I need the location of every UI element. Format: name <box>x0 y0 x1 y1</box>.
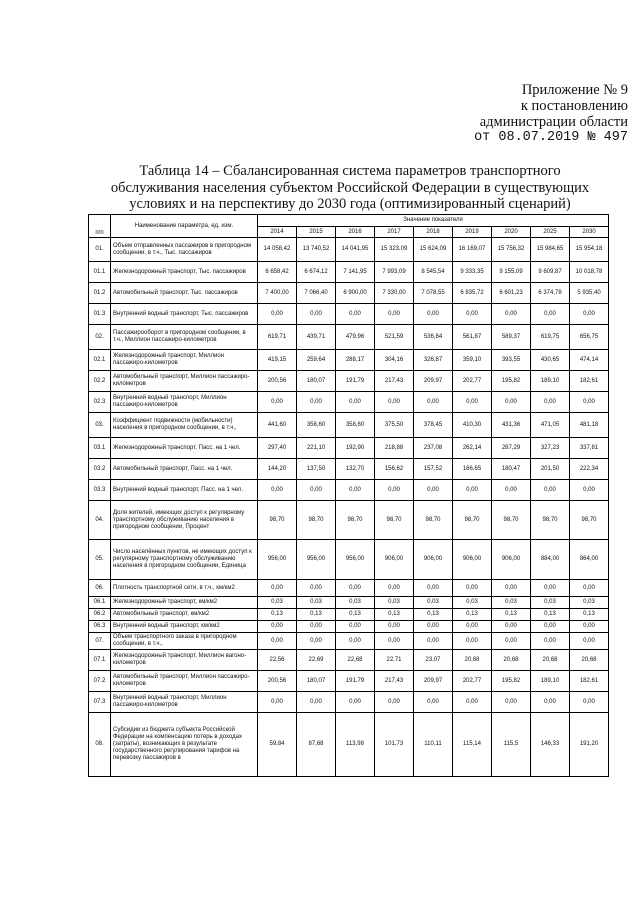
row-value-2014: 0,00 <box>258 692 297 713</box>
row-parameter-name: Внутренний водный транспорт, Пасс. на 1 чел. <box>111 480 258 501</box>
table-row <box>89 392 609 413</box>
row-value-2025: 6 374,78 <box>531 283 570 304</box>
row-value-2019: 262,14 <box>453 438 492 459</box>
row-value-2015: 7 066,40 <box>297 283 336 304</box>
row-value-2018: 15 624,09 <box>414 238 453 262</box>
row-value-2015: 0,00 <box>297 633 336 650</box>
row-value-2030: 337,81 <box>570 438 609 459</box>
row-value-2019: 0,00 <box>453 480 492 501</box>
row-value-2017: 15 323,09 <box>375 238 414 262</box>
row-value-2018: 237,08 <box>414 438 453 459</box>
row-value-2030: 0,00 <box>570 392 609 413</box>
annex-date-number: от 08.07.2019 № 497 <box>474 130 628 145</box>
row-value-2020: 98,70 <box>492 501 531 540</box>
row-value-2019: 0,00 <box>453 692 492 713</box>
table-row <box>89 650 609 671</box>
row-value-2016: 98,70 <box>336 501 375 540</box>
row-value-2025: 0,00 <box>531 621 570 633</box>
row-value-2030: 0,13 <box>570 609 609 621</box>
row-value-2014: 59,84 <box>258 713 297 777</box>
row-value-2016: 0,00 <box>336 621 375 633</box>
row-value-2017: 0,00 <box>375 304 414 325</box>
row-number: 06.3 <box>89 621 111 633</box>
annex-authority: администрации области <box>479 114 628 130</box>
parameters-table <box>88 214 609 777</box>
row-value-2014: 0,00 <box>258 633 297 650</box>
table-row <box>89 438 609 459</box>
table-row <box>89 671 609 692</box>
row-value-2018: 0,00 <box>414 304 453 325</box>
row-value-2015: 0,00 <box>297 692 336 713</box>
row-value-2017: 0,13 <box>375 609 414 621</box>
row-value-2020: 0,00 <box>492 692 531 713</box>
row-value-2030: 0,00 <box>570 480 609 501</box>
row-value-2018: 0,00 <box>414 692 453 713</box>
row-value-2020: 589,37 <box>492 325 531 350</box>
row-value-2018: 157,52 <box>414 459 453 480</box>
row-value-2020: 0,00 <box>492 304 531 325</box>
row-number: 02. <box>89 325 111 350</box>
row-value-2020: 9 155,09 <box>492 262 531 283</box>
row-value-2018: 0,00 <box>414 580 453 597</box>
row-value-2019: 0,00 <box>453 392 492 413</box>
header-year: 2019 <box>453 227 492 238</box>
header-year: 2018 <box>414 227 453 238</box>
row-value-2016: 0,00 <box>336 580 375 597</box>
row-value-2015: 22,69 <box>297 650 336 671</box>
row-value-2019: 0,13 <box>453 609 492 621</box>
table-row <box>89 501 609 540</box>
row-parameter-name: Железнодорожный транспорт, Пасс. на 1 чел. <box>111 438 258 459</box>
row-value-2016: 191,79 <box>336 371 375 392</box>
row-value-2015: 0,00 <box>297 480 336 501</box>
row-value-2030: 10 018,78 <box>570 262 609 283</box>
row-value-2014: 7 400,00 <box>258 283 297 304</box>
row-value-2018: 23,07 <box>414 650 453 671</box>
row-value-2016: 6 900,00 <box>336 283 375 304</box>
row-value-2017: 0,00 <box>375 580 414 597</box>
row-value-2018: 209,97 <box>414 371 453 392</box>
row-value-2017: 7 330,00 <box>375 283 414 304</box>
row-number: 03. <box>89 413 111 438</box>
row-value-2016: 0,00 <box>336 392 375 413</box>
row-parameter-name: Внутренний водный транспорт, Тыс. пассажиров <box>111 304 258 325</box>
row-value-2014: 0,00 <box>258 480 297 501</box>
row-value-2019: 0,00 <box>453 304 492 325</box>
row-number: 02.2 <box>89 371 111 392</box>
row-value-2030: 656,75 <box>570 325 609 350</box>
row-value-2030: 98,70 <box>570 501 609 540</box>
row-value-2030: 182,61 <box>570 671 609 692</box>
row-parameter-name: Автомобильный транспорт, Миллион пассажиро-километров <box>111 371 258 392</box>
row-value-2025: 98,70 <box>531 501 570 540</box>
row-value-2019: 115,14 <box>453 713 492 777</box>
row-value-2025: 201,50 <box>531 459 570 480</box>
row-value-2016: 191,79 <box>336 671 375 692</box>
row-value-2016: 0,03 <box>336 597 375 609</box>
row-value-2014: 419,15 <box>258 350 297 371</box>
row-value-2015: 439,71 <box>297 325 336 350</box>
row-value-2019: 561,87 <box>453 325 492 350</box>
row-value-2030: 15 954,18 <box>570 238 609 262</box>
row-value-2020: 0,00 <box>492 621 531 633</box>
row-number: 02.3 <box>89 392 111 413</box>
row-value-2015: 0,00 <box>297 304 336 325</box>
row-value-2019: 0,00 <box>453 633 492 650</box>
table-row <box>89 262 609 283</box>
row-value-2018: 209,97 <box>414 671 453 692</box>
row-parameter-name: Автомобильный транспорт, Пасс. на 1 чел. <box>111 459 258 480</box>
row-value-2019: 359,10 <box>453 350 492 371</box>
annex-number: Приложение № 9 <box>521 82 628 98</box>
row-value-2020: 431,36 <box>492 413 531 438</box>
row-value-2015: 358,60 <box>297 413 336 438</box>
row-value-2017: 0,03 <box>375 597 414 609</box>
row-value-2030: 864,00 <box>570 540 609 580</box>
row-value-2014: 200,56 <box>258 371 297 392</box>
row-value-2014: 297,40 <box>258 438 297 459</box>
header-year: 2017 <box>375 227 414 238</box>
row-number: 03.3 <box>89 480 111 501</box>
row-value-2018: 378,45 <box>414 413 453 438</box>
row-value-2019: 0,00 <box>453 621 492 633</box>
table-row <box>89 459 609 480</box>
row-value-2016: 0,13 <box>336 609 375 621</box>
row-parameter-name: Пассажирооборот в пригородном сообщении, в т.ч., Миллион пассажиро-километров <box>111 325 258 350</box>
row-value-2014: 6 658,42 <box>258 262 297 283</box>
row-number: 01.1 <box>89 262 111 283</box>
header-year: 2015 <box>297 227 336 238</box>
row-value-2014: 441,60 <box>258 413 297 438</box>
row-parameter-name: Железнодорожный транспорт, Миллион вагоно-километров <box>111 650 258 671</box>
row-number: 07.2 <box>89 671 111 692</box>
row-value-2025: 0,00 <box>531 480 570 501</box>
row-value-2025: 884,00 <box>531 540 570 580</box>
row-value-2019: 16 169,07 <box>453 238 492 262</box>
row-number: 06.2 <box>89 609 111 621</box>
row-value-2019: 906,00 <box>453 540 492 580</box>
row-value-2017: 98,70 <box>375 501 414 540</box>
row-value-2018: 8 545,54 <box>414 262 453 283</box>
row-value-2030: 0,00 <box>570 304 609 325</box>
table-row <box>89 371 609 392</box>
row-value-2030: 0,00 <box>570 621 609 633</box>
row-value-2016: 0,00 <box>336 692 375 713</box>
row-value-2016: 288,17 <box>336 350 375 371</box>
header-year: 2025 <box>531 227 570 238</box>
row-value-2017: 304,16 <box>375 350 414 371</box>
row-value-2020: 195,82 <box>492 671 531 692</box>
row-value-2020: 906,00 <box>492 540 531 580</box>
row-value-2018: 7 078,55 <box>414 283 453 304</box>
row-value-2019: 0,03 <box>453 597 492 609</box>
row-parameter-name: Железнодорожный транспорт, Миллион пассажиро-километров <box>111 350 258 371</box>
row-number: 01.3 <box>89 304 111 325</box>
row-number: 02.1 <box>89 350 111 371</box>
row-value-2025: 430,65 <box>531 350 570 371</box>
row-parameter-name: Доля жителей, имеющих доступ к регулярному транспортному обслуживанию населения в пригородном сообщении, Процент <box>111 501 258 540</box>
table-row <box>89 621 609 633</box>
row-value-2019: 20,68 <box>453 650 492 671</box>
row-value-2015: 0,00 <box>297 621 336 633</box>
table-row <box>89 580 609 597</box>
row-value-2019: 6 835,72 <box>453 283 492 304</box>
table-row <box>89 692 609 713</box>
row-value-2015: 221,10 <box>297 438 336 459</box>
table-row <box>89 283 609 304</box>
row-number: 03.1 <box>89 438 111 459</box>
row-value-2020: 0,13 <box>492 609 531 621</box>
row-value-2025: 0,00 <box>531 580 570 597</box>
row-parameter-name: Объем отправленных пассажиров в пригородном сообщении, в т.ч., Тыс. пассажиров <box>111 238 258 262</box>
row-value-2018: 906,00 <box>414 540 453 580</box>
row-value-2015: 180,07 <box>297 371 336 392</box>
row-value-2017: 0,00 <box>375 621 414 633</box>
row-value-2014: 22,56 <box>258 650 297 671</box>
row-value-2019: 202,77 <box>453 371 492 392</box>
row-value-2014: 14 058,42 <box>258 238 297 262</box>
row-value-2014: 0,00 <box>258 580 297 597</box>
row-value-2025: 619,75 <box>531 325 570 350</box>
row-number: 06. <box>89 580 111 597</box>
table-row <box>89 480 609 501</box>
table-row <box>89 609 609 621</box>
row-value-2020: 0,00 <box>492 580 531 597</box>
row-value-2017: 906,00 <box>375 540 414 580</box>
annex-block <box>398 82 628 146</box>
row-value-2019: 0,00 <box>453 580 492 597</box>
row-parameter-name: Автомобильный транспорт, Тыс. пассажиров <box>111 283 258 304</box>
row-value-2016: 192,90 <box>336 438 375 459</box>
table-row <box>89 633 609 650</box>
row-value-2017: 217,43 <box>375 371 414 392</box>
row-value-2018: 110,11 <box>414 713 453 777</box>
row-parameter-name: Железнодорожный транспорт, Тыс. пассажиров <box>111 262 258 283</box>
table-title: Таблица 14 – Сбалансированная система параметров транспортного обслуживания населения субъектом Российской Федерации в существующих условиях и на перспективу до 2030 года (оптимизированный сценарий) <box>110 163 590 212</box>
row-value-2025: 0,13 <box>531 609 570 621</box>
row-value-2015: 0,13 <box>297 609 336 621</box>
row-value-2015: 0,00 <box>297 392 336 413</box>
row-value-2018: 326,87 <box>414 350 453 371</box>
table-row <box>89 238 609 262</box>
row-value-2014: 144,20 <box>258 459 297 480</box>
row-value-2015: 956,00 <box>297 540 336 580</box>
row-value-2018: 0,00 <box>414 621 453 633</box>
row-value-2014: 0,13 <box>258 609 297 621</box>
row-number: 06.1 <box>89 597 111 609</box>
row-value-2016: 132,70 <box>336 459 375 480</box>
row-parameter-name: Железнодорожный транспорт, км/км2 <box>111 597 258 609</box>
row-value-2015: 259,64 <box>297 350 336 371</box>
row-value-2030: 182,61 <box>570 371 609 392</box>
row-value-2017: 0,00 <box>375 692 414 713</box>
row-value-2030: 5 935,40 <box>570 283 609 304</box>
row-value-2025: 471,05 <box>531 413 570 438</box>
row-value-2018: 536,84 <box>414 325 453 350</box>
row-value-2014: 0,00 <box>258 621 297 633</box>
row-value-2016: 14 041,95 <box>336 238 375 262</box>
row-number: 08. <box>89 713 111 777</box>
row-value-2019: 166,65 <box>453 459 492 480</box>
table-row <box>89 540 609 580</box>
row-value-2014: 0,03 <box>258 597 297 609</box>
row-value-2016: 7 141,95 <box>336 262 375 283</box>
row-value-2025: 146,33 <box>531 713 570 777</box>
row-value-2030: 222,34 <box>570 459 609 480</box>
row-value-2025: 0,00 <box>531 633 570 650</box>
row-value-2020: 0,00 <box>492 392 531 413</box>
row-value-2018: 0,13 <box>414 609 453 621</box>
row-number: 03.2 <box>89 459 111 480</box>
row-parameter-name: Число населённых пунктов, не имеющих доступ к регулярному транспортному обслуживанию населения в пригородном сообщении, Единица <box>111 540 258 580</box>
row-value-2016: 0,00 <box>336 480 375 501</box>
row-value-2020: 20,68 <box>492 650 531 671</box>
row-number: 05. <box>89 540 111 580</box>
row-value-2015: 87,68 <box>297 713 336 777</box>
row-value-2030: 481,18 <box>570 413 609 438</box>
row-value-2015: 180,07 <box>297 671 336 692</box>
row-value-2019: 98,70 <box>453 501 492 540</box>
row-value-2020: 115,5 <box>492 713 531 777</box>
row-value-2015: 0,03 <box>297 597 336 609</box>
row-value-2030: 20,68 <box>570 650 609 671</box>
row-value-2016: 0,00 <box>336 633 375 650</box>
row-value-2018: 0,03 <box>414 597 453 609</box>
row-value-2014: 0,00 <box>258 392 297 413</box>
table-row <box>89 413 609 438</box>
row-value-2014: 98,70 <box>258 501 297 540</box>
row-value-2019: 202,77 <box>453 671 492 692</box>
header-year: 2016 <box>336 227 375 238</box>
row-value-2030: 474,14 <box>570 350 609 371</box>
row-value-2015: 6 674,12 <box>297 262 336 283</box>
row-value-2016: 479,96 <box>336 325 375 350</box>
row-value-2020: 15 756,32 <box>492 238 531 262</box>
row-value-2030: 191,20 <box>570 713 609 777</box>
row-value-2020: 0,00 <box>492 633 531 650</box>
row-value-2017: 0,00 <box>375 633 414 650</box>
row-value-2025: 9 609,87 <box>531 262 570 283</box>
row-value-2016: 358,60 <box>336 413 375 438</box>
row-number: 04. <box>89 501 111 540</box>
row-value-2015: 98,70 <box>297 501 336 540</box>
row-value-2025: 189,10 <box>531 371 570 392</box>
row-value-2019: 9 333,35 <box>453 262 492 283</box>
header-num: п/п <box>89 215 111 238</box>
row-value-2020: 393,55 <box>492 350 531 371</box>
row-number: 07. <box>89 633 111 650</box>
header-year: 2030 <box>570 227 609 238</box>
header-year: 2014 <box>258 227 297 238</box>
row-value-2025: 0,03 <box>531 597 570 609</box>
header-values: Значение показателя <box>258 215 609 227</box>
row-value-2025: 0,00 <box>531 392 570 413</box>
row-value-2015: 13 740,52 <box>297 238 336 262</box>
row-number: 07.3 <box>89 692 111 713</box>
row-value-2020: 287,29 <box>492 438 531 459</box>
row-value-2015: 137,50 <box>297 459 336 480</box>
row-value-2020: 0,03 <box>492 597 531 609</box>
row-parameter-name: Плотность транспортной сети, в т.ч., км/км2 <box>111 580 258 597</box>
row-value-2030: 0,00 <box>570 633 609 650</box>
row-value-2016: 113,98 <box>336 713 375 777</box>
row-value-2017: 156,62 <box>375 459 414 480</box>
row-parameter-name: Субсидии из бюджета субъекта Российской Федерации на компенсацию потерь в доходах (затраты), возникающих в результате государственного регулирования тарифов на перевозку пассажиров в <box>111 713 258 777</box>
row-value-2025: 15 984,65 <box>531 238 570 262</box>
row-number: 07.1 <box>89 650 111 671</box>
row-value-2030: 0,00 <box>570 580 609 597</box>
row-value-2018: 0,00 <box>414 392 453 413</box>
row-value-2014: 956,00 <box>258 540 297 580</box>
row-parameter-name: Автомобильный транспорт, Миллион пассажиро-километров <box>111 671 258 692</box>
row-value-2018: 0,00 <box>414 633 453 650</box>
row-value-2020: 6 601,23 <box>492 283 531 304</box>
row-value-2030: 0,00 <box>570 692 609 713</box>
row-value-2017: 0,00 <box>375 392 414 413</box>
row-value-2017: 0,00 <box>375 480 414 501</box>
row-value-2017: 375,50 <box>375 413 414 438</box>
row-value-2030: 0,03 <box>570 597 609 609</box>
row-value-2016: 0,00 <box>336 304 375 325</box>
row-value-2018: 0,00 <box>414 480 453 501</box>
row-value-2025: 0,00 <box>531 692 570 713</box>
row-parameter-name: Объем транспортного заказа в пригородном сообщении, в т.ч., <box>111 633 258 650</box>
row-value-2017: 101,73 <box>375 713 414 777</box>
row-value-2020: 180,47 <box>492 459 531 480</box>
row-value-2014: 619,71 <box>258 325 297 350</box>
row-value-2017: 217,43 <box>375 671 414 692</box>
annex-reference: к постановлению <box>520 98 628 114</box>
row-parameter-name: Автомобильный транспорт, км/км2 <box>111 609 258 621</box>
row-value-2017: 218,88 <box>375 438 414 459</box>
row-parameter-name: Внутренний водный транспорт, Миллион пассажиро-километров <box>111 692 258 713</box>
row-value-2017: 7 993,09 <box>375 262 414 283</box>
header-year: 2020 <box>492 227 531 238</box>
row-value-2015: 0,00 <box>297 580 336 597</box>
row-value-2019: 410,30 <box>453 413 492 438</box>
row-parameter-name: Внутренний водный транспорт, км/км2 <box>111 621 258 633</box>
row-value-2016: 956,00 <box>336 540 375 580</box>
row-value-2020: 0,00 <box>492 480 531 501</box>
header-name: Наименование параметра, ед. изм. <box>111 215 258 238</box>
row-value-2017: 22,71 <box>375 650 414 671</box>
table-row <box>89 350 609 371</box>
row-value-2017: 521,59 <box>375 325 414 350</box>
row-parameter-name: Коэффициент подвижности (мобильности) населения в пригородном сообщении, в т.ч., <box>111 413 258 438</box>
row-value-2025: 327,23 <box>531 438 570 459</box>
row-value-2014: 200,56 <box>258 671 297 692</box>
row-number: 01. <box>89 238 111 262</box>
row-value-2025: 189,10 <box>531 671 570 692</box>
row-value-2014: 0,00 <box>258 304 297 325</box>
row-number: 01.2 <box>89 283 111 304</box>
table-row <box>89 304 609 325</box>
row-value-2020: 195,82 <box>492 371 531 392</box>
row-value-2025: 0,00 <box>531 304 570 325</box>
row-value-2018: 98,70 <box>414 501 453 540</box>
row-value-2025: 20,68 <box>531 650 570 671</box>
table-row <box>89 597 609 609</box>
table-row <box>89 713 609 777</box>
row-value-2016: 22,68 <box>336 650 375 671</box>
row-parameter-name: Внутренний водный транспорт, Миллион пассажиро-километров <box>111 392 258 413</box>
table-row <box>89 325 609 350</box>
